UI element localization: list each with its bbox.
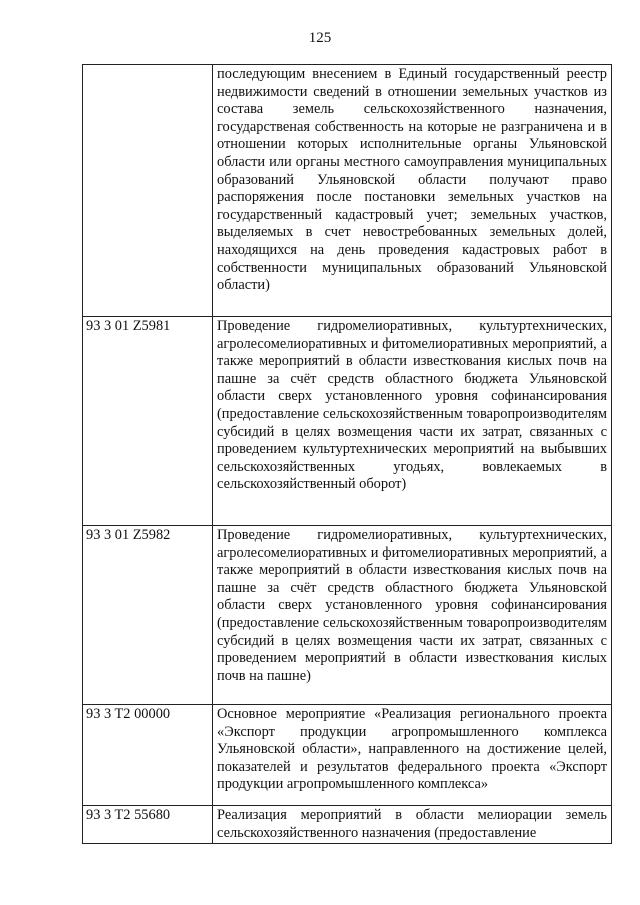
table-row [83,705,612,806]
table-row [83,526,612,705]
row-description: Проведение гидромелиоративных, культуртехнических, агролесомелиоративных и фитомелиоративных мероприятий, а также мероприятий в области известкования кислых почв на пашне за счёт средств областного бюджета Ульяновской области сверх установленного уровня софинансирования (предоставление сельскохозяйственным товаропроизводителям субсидий в целях возмещения части их затрат, связанных с проведением культуртехнических мероприятий на выбывших сельскохозяйственных угодьях, вовлекаемых в сельскохозяйственный оборот) [213,317,612,526]
page-number: 125 [308,30,332,46]
table-row [83,806,612,844]
row-code [83,65,213,317]
row-code: 93 3 T2 55680 [83,806,213,844]
row-code: 93 3 01 Z5981 [83,317,213,526]
row-description: Проведение гидромелиоративных, культуртехнических, агролесомелиоративных и фитомелиоративных мероприятий, а также мероприятий в области известкования кислых почв на пашне за счёт средств областного бюджета Ульяновской области сверх установленного уровня софинансирования (предоставление сельскохозяйственным товаропроизводителям субсидий в целях возмещения части их затрат, связанных с проведением мероприятий в области известкования кислых почв на пашне) [213,526,612,705]
row-code: 93 3 01 Z5982 [83,526,213,705]
row-description: последующим внесением в Единый государственный реестр недвижимости сведений в отношении земельных участков из состава земель сельскохозяйственного назначения, государственая собственность на которые не разграничена и в отношении которых исполнительные органы Ульяновской области или органы местного самоуправления муниципальных образований Ульяновской области получают право распоряжения после постановки земельных участков на государственный кадастровый учет; земельных участков, выделяемых в счет невостребованных земельных долей, находящихся на день проведения кадастровых работ в собственности муниципальных образований Ульяновской области) [213,65,612,317]
row-code: 93 3 T2 00000 [83,705,213,806]
table-row [83,65,612,317]
row-description: Основное мероприятие «Реализация регионального проекта «Экспорт продукции агропромышленного комплекса Ульяновской области», направленного на достижение целей, показателей и результатов федерального проекта «Экспорт продукции агропромышленного комплекса» [213,705,612,806]
row-description: Реализация мероприятий в области мелиорации земель сельскохозяйственного назначения (предоставление [213,806,612,844]
budget-code-table [82,64,612,844]
table-row [83,317,612,526]
